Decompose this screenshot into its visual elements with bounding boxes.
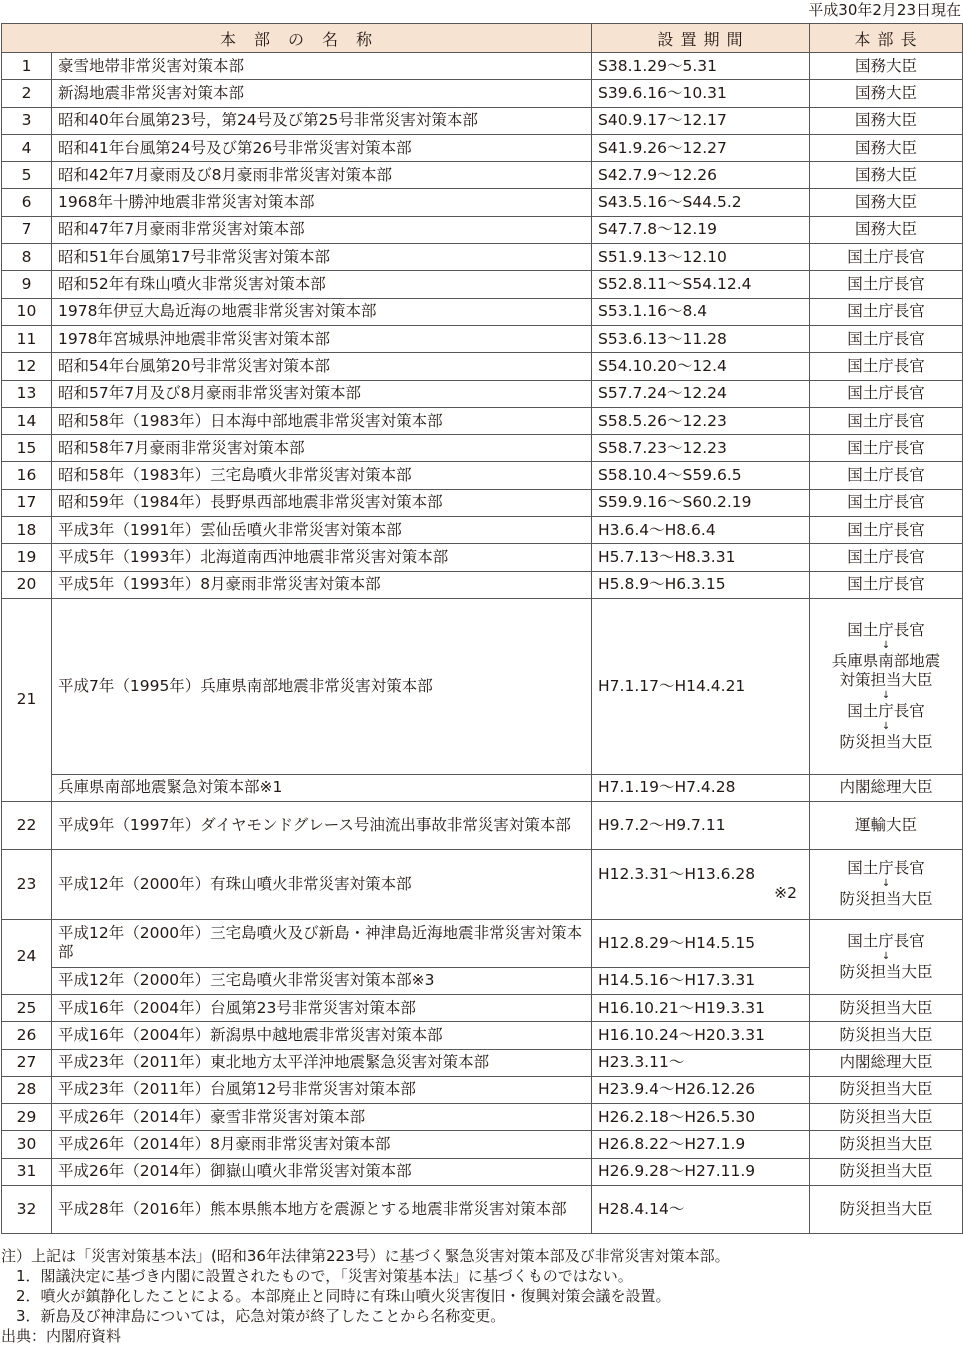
table-row (2, 216, 963, 243)
table-body-1-20 (2, 53, 963, 599)
hq-period: S43.5.16〜S44.5.2 (592, 189, 810, 216)
header-head: 本 部 長 (810, 24, 963, 53)
hq-period: H12.8.29〜H14.5.15 (592, 919, 810, 967)
hq-name: 平成7年（1995年）兵庫県南部地震非常災害対策本部 (52, 598, 592, 774)
hq-period: S58.7.23〜12.23 (592, 435, 810, 462)
hq-period: S47.7.8〜12.19 (592, 216, 810, 243)
table-row (2, 1131, 963, 1158)
footnote: 3．新島及び神津島については，応急対策が終了したことから名称変更。 (1, 1307, 506, 1325)
table-row (2, 598, 963, 774)
hq-head: 国務大臣 (810, 134, 963, 161)
table-row (2, 107, 963, 134)
table-body-21-24 (2, 598, 963, 994)
hq-head: 国土庁長官 (810, 380, 963, 407)
hq-head: 国務大臣 (810, 107, 963, 134)
hq-name: 平成26年（2014年）豪雪非常災害対策本部 (52, 1104, 592, 1131)
head-step: 国土庁長官 (847, 620, 925, 639)
row-number: 10 (2, 298, 52, 325)
hq-period: S54.10.20〜12.4 (592, 353, 810, 380)
table-row (2, 435, 963, 462)
hq-name: 平成12年（2000年）三宅島噴火非常災害対策本部※3 (52, 967, 592, 994)
row-number: 17 (2, 489, 52, 516)
table-row (2, 407, 963, 434)
hq-period: S52.8.11〜S54.12.4 (592, 271, 810, 298)
hq-period: H7.1.17〜H14.4.21 (592, 598, 810, 774)
hq-name: 昭和54年台風第20号非常災害対策本部 (52, 353, 592, 380)
row-number: 30 (2, 1131, 52, 1158)
row-number: 3 (2, 107, 52, 134)
arrow-down-icon: ↓ (881, 950, 891, 962)
hq-name: 平成5年（1993年）8月豪雨非常災害対策本部 (52, 571, 592, 598)
hq-period: H16.10.24〜H20.3.31 (592, 1022, 810, 1049)
hq-head: 国土庁長官 (810, 271, 963, 298)
hq-period: S58.10.4〜S59.6.5 (592, 462, 810, 489)
table-body-32 (2, 1186, 963, 1234)
table-row (2, 517, 963, 544)
hq-name: 平成23年（2011年）台風第12号非常災害対策本部 (52, 1076, 592, 1103)
arrow-down-icon: ↓ (881, 720, 891, 732)
table-row (2, 1022, 963, 1049)
head-step: 国土庁長官 (847, 701, 925, 720)
row-number: 31 (2, 1158, 52, 1185)
footnote: 注）上記は「災害対策基本法」(昭和36年法律第223号）に基づく緊急災害対策本部及び非常災害対策本部。 (1, 1247, 730, 1265)
hq-name: 平成9年（1997年）ダイヤモンドグレース号油流出事故非常災害対策本部 (52, 801, 592, 849)
hq-name: 昭和59年（1984年）長野県西部地震非常災害対策本部 (52, 489, 592, 516)
hq-head: 防災担当大臣 (810, 1158, 963, 1185)
hq-period: S51.9.13〜12.10 (592, 244, 810, 271)
arrow-down-icon: ↓ (881, 639, 891, 651)
hq-period: H26.2.18〜H26.5.30 (592, 1104, 810, 1131)
hq-name: 1978年宮城県沖地震非常災害対策本部 (52, 325, 592, 352)
hq-head-chain (810, 849, 963, 919)
hq-head: 国土庁長官 (810, 571, 963, 598)
row-number: 2 (2, 80, 52, 107)
row-number: 8 (2, 244, 52, 271)
hq-head: 国土庁長官 (810, 353, 963, 380)
hq-period: S53.6.13〜11.28 (592, 325, 810, 352)
table-row (2, 134, 963, 161)
row-number: 18 (2, 517, 52, 544)
hq-name: 1968年十勝沖地震非常災害対策本部 (52, 189, 592, 216)
table-row (2, 994, 963, 1021)
hq-period: S58.5.26〜12.23 (592, 407, 810, 434)
hq-period: H26.8.22〜H27.1.9 (592, 1131, 810, 1158)
hq-head: 防災担当大臣 (810, 1022, 963, 1049)
arrow-down-icon: ↓ (881, 878, 891, 890)
hq-name: 平成23年（2011年）東北地方太平洋沖地震緊急災害対策本部 (52, 1049, 592, 1076)
hq-period: H12.3.31〜H13.6.28 (598, 865, 756, 884)
table-row (2, 1049, 963, 1076)
hq-head: 国土庁長官 (810, 407, 963, 434)
hq-name: 平成16年（2004年）台風第23号非常災害対策本部 (52, 994, 592, 1021)
hq-name: 新潟地震非常災害対策本部 (52, 80, 592, 107)
row-number: 1 (2, 53, 52, 80)
row-number: 7 (2, 216, 52, 243)
row-number: 12 (2, 353, 52, 380)
table-row (2, 53, 963, 80)
footnotes (1, 1246, 730, 1346)
as-of-date: 平成30年2月23日現在 (808, 1, 961, 19)
head-step: 防災担当大臣 (839, 962, 933, 981)
hq-name: 昭和58年7月豪雨非常災害対策本部 (52, 435, 592, 462)
hq-head: 国務大臣 (810, 189, 963, 216)
hq-period: H3.6.4〜H8.6.4 (592, 517, 810, 544)
hq-head: 国務大臣 (810, 53, 963, 80)
hq-period: S40.9.17〜12.17 (592, 107, 810, 134)
head-step: 兵庫県南部地震 (831, 651, 941, 670)
hq-period: H14.5.16〜H17.3.31 (592, 967, 810, 994)
hq-period: H9.7.2〜H9.7.11 (592, 801, 810, 849)
row-number: 22 (2, 801, 52, 849)
table-row (2, 244, 963, 271)
table-row (2, 774, 963, 801)
hq-head: 内閣総理大臣 (810, 1049, 963, 1076)
row-number: 14 (2, 407, 52, 434)
table-row (2, 1104, 963, 1131)
head-step: 国土庁長官 (847, 859, 925, 878)
hq-period: H28.4.14〜 (592, 1186, 810, 1234)
hq-name: 昭和47年7月豪雨非常災害対策本部 (52, 216, 592, 243)
table-row (2, 80, 963, 107)
table-row (2, 1158, 963, 1185)
header-period: 設 置 期 間 (592, 24, 810, 53)
hq-name: 平成26年（2014年）8月豪雨非常災害対策本部 (52, 1131, 592, 1158)
hq-head: 防災担当大臣 (810, 1104, 963, 1131)
hq-head: 国務大臣 (810, 162, 963, 189)
hq-head: 国土庁長官 (810, 298, 963, 325)
table-row (2, 271, 963, 298)
table-body-25-31 (2, 994, 963, 1185)
hq-head: 運輸大臣 (810, 801, 963, 849)
table-row (2, 544, 963, 571)
hq-name: 平成3年（1991年）雲仙岳噴火非常災害対策本部 (52, 517, 592, 544)
row-number: 4 (2, 134, 52, 161)
table-row (2, 849, 963, 919)
row-number: 6 (2, 189, 52, 216)
row-number: 16 (2, 462, 52, 489)
hq-period: H26.9.28〜H27.11.9 (592, 1158, 810, 1185)
row-number: 9 (2, 271, 52, 298)
row-number: 15 (2, 435, 52, 462)
hq-name: 平成5年（1993年）北海道南西沖地震非常災害対策本部 (52, 544, 592, 571)
hq-period: S41.9.26〜12.27 (592, 134, 810, 161)
row-number: 5 (2, 162, 52, 189)
hq-name: 昭和57年7月及び8月豪雨非常災害対策本部 (52, 380, 592, 407)
hq-head-chain (810, 919, 963, 994)
table-row (2, 919, 963, 967)
hq-name: 平成28年（2016年）熊本県熊本地方を震源とする地震非常災害対策本部 (52, 1186, 592, 1234)
row-number: 13 (2, 380, 52, 407)
hq-name: 昭和42年7月豪雨及び8月豪雨非常災害対策本部 (52, 162, 592, 189)
hq-head: 国土庁長官 (810, 517, 963, 544)
hq-period: H7.1.19〜H7.4.28 (592, 774, 810, 801)
table-row (2, 189, 963, 216)
row-number: 28 (2, 1076, 52, 1103)
disaster-headquarters-table (1, 23, 963, 1234)
hq-head: 国土庁長官 (810, 489, 963, 516)
table-row (2, 1186, 963, 1234)
hq-period-cell (592, 849, 810, 919)
hq-period: S53.1.16〜8.4 (592, 298, 810, 325)
hq-period: H5.7.13〜H8.3.31 (592, 544, 810, 571)
table-row (2, 298, 963, 325)
hq-head: 防災担当大臣 (810, 1186, 963, 1234)
hq-head: 国土庁長官 (810, 462, 963, 489)
head-step: 防災担当大臣 (839, 890, 933, 909)
hq-period: S42.7.9〜12.26 (592, 162, 810, 189)
row-number: 19 (2, 544, 52, 571)
hq-head-chain (810, 598, 963, 774)
row-number: 20 (2, 571, 52, 598)
hq-name: 昭和52年有珠山噴火非常災害対策本部 (52, 271, 592, 298)
hq-period: H5.8.9〜H6.3.15 (592, 571, 810, 598)
hq-period: H16.10.21〜H19.3.31 (592, 994, 810, 1021)
table-row (2, 380, 963, 407)
hq-name: 昭和40年台風第23号，第24号及び第25号非常災害対策本部 (52, 107, 592, 134)
hq-name: 平成26年（2014年）御嶽山噴火非常災害対策本部 (52, 1158, 592, 1185)
row-number: 23 (2, 849, 52, 919)
footnote-mark: ※2 (774, 884, 798, 903)
hq-head: 防災担当大臣 (810, 1076, 963, 1103)
hq-head: 国土庁長官 (810, 544, 963, 571)
hq-name: 平成12年（2000年）三宅島噴火及び新島・神津島近海地震非常災害対策本部 (52, 919, 592, 967)
table-row (2, 801, 963, 849)
hq-period: S59.9.16〜S60.2.19 (592, 489, 810, 516)
footnote: 1．閣議決定に基づき内閣に設置されたもので，「災害対策基本法」に基づくものではない。 (1, 1267, 633, 1285)
hq-head: 内閣総理大臣 (810, 774, 963, 801)
row-number: 25 (2, 994, 52, 1021)
table-row (2, 1076, 963, 1103)
hq-head: 国土庁長官 (810, 325, 963, 352)
head-step: 防災担当大臣 (839, 732, 933, 751)
hq-period: H23.3.11〜 (592, 1049, 810, 1076)
hq-name: 平成12年（2000年）有珠山噴火非常災害対策本部 (52, 849, 592, 919)
hq-head: 防災担当大臣 (810, 1131, 963, 1158)
table-row (2, 489, 963, 516)
hq-name: 豪雪地帯非常災害対策本部 (52, 53, 592, 80)
hq-period: S39.6.16〜10.31 (592, 80, 810, 107)
row-number: 24 (2, 919, 52, 994)
hq-name: 1978年伊豆大島近海の地震非常災害対策本部 (52, 298, 592, 325)
table-row (2, 162, 963, 189)
hq-name: 昭和51年台風第17号非常災害対策本部 (52, 244, 592, 271)
source-note: 出典：内閣府資料 (1, 1327, 122, 1345)
table-row (2, 571, 963, 598)
hq-head: 国務大臣 (810, 216, 963, 243)
footnote: 2．噴火が鎮静化したことによる。本部廃止と同時に有珠山噴火災害復旧・復興対策会議を設置。 (1, 1287, 671, 1305)
row-number: 21 (2, 598, 52, 801)
table-row (2, 462, 963, 489)
hq-head: 国土庁長官 (810, 244, 963, 271)
table-row (2, 353, 963, 380)
row-number: 27 (2, 1049, 52, 1076)
hq-head: 国土庁長官 (810, 435, 963, 462)
hq-head: 防災担当大臣 (810, 994, 963, 1021)
hq-name: 昭和58年（1983年）日本海中部地震非常災害対策本部 (52, 407, 592, 434)
hq-head: 国務大臣 (810, 80, 963, 107)
hq-period: S38.1.29〜5.31 (592, 53, 810, 80)
header-name: 本 部 の 名 称 (2, 24, 592, 53)
hq-period: S57.7.24〜12.24 (592, 380, 810, 407)
head-step: 国土庁長官 (847, 931, 925, 950)
row-number: 26 (2, 1022, 52, 1049)
hq-name: 昭和41年台風第24号及び第26号非常災害対策本部 (52, 134, 592, 161)
arrow-down-icon: ↓ (881, 689, 891, 701)
hq-name: 平成16年（2004年）新潟県中越地震非常災害対策本部 (52, 1022, 592, 1049)
table-row (2, 325, 963, 352)
row-number: 11 (2, 325, 52, 352)
hq-name: 兵庫県南部地震緊急対策本部※1 (52, 774, 592, 801)
head-step: 対策担当大臣 (839, 670, 933, 689)
hq-period: H23.9.4〜H26.12.26 (592, 1076, 810, 1103)
hq-name: 昭和58年（1983年）三宅島噴火非常災害対策本部 (52, 462, 592, 489)
row-number: 29 (2, 1104, 52, 1131)
row-number: 32 (2, 1186, 52, 1234)
